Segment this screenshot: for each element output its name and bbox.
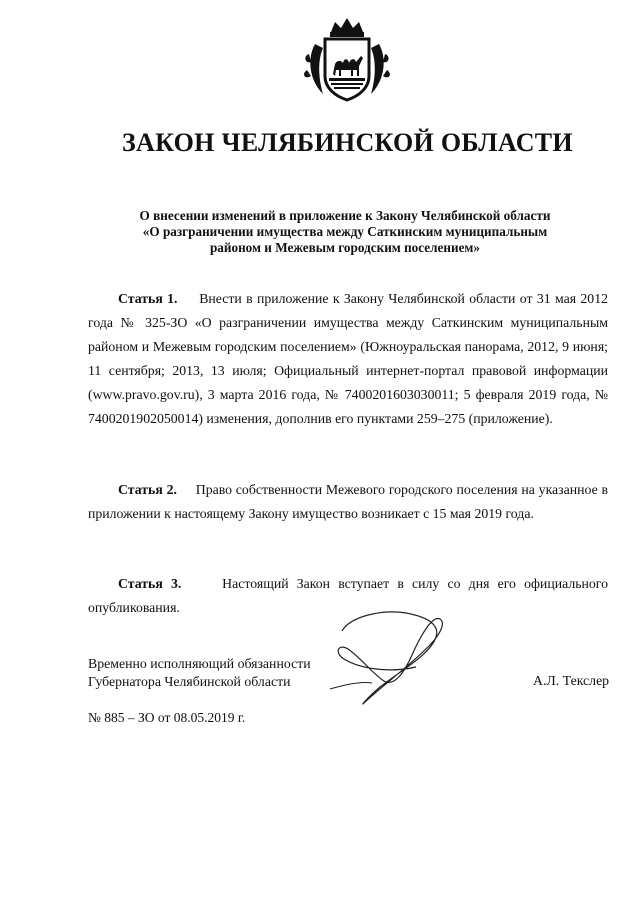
coat-of-arms-icon — [301, 14, 393, 106]
document-number: № 885 – ЗО от 08.05.2019 г. — [88, 710, 246, 725]
article-text: Настоящий Закон вступает в силу со дня его официального опубликования. — [88, 576, 608, 615]
article-text: Внести в приложение к Закону Челябинской области от 31 мая 2012 года № 325-ЗО «О разграничении имущества между Саткинским муниципальным районом и Межевым городским поселением» (Южноуральская панорама, 2012, 9 июня; 11 сентября; 2013, 13 июля; Официальный интернет-портал правовой информации (www.pravo.gov.ru), 3 марта 2016 года, № 7400201603030011; 5 февраля 2019 года, № 7400201902050014) изменения, дополнив его пунктами 259–275 (приложение). — [88, 291, 609, 426]
signatory-position-line: Губернатора Челябинской области — [88, 674, 291, 689]
subtitle-line: О внесении изменений в приложение к Закону Челябинской области — [139, 208, 551, 223]
signatory-position — [88, 655, 311, 691]
article-label: Статья 1. — [118, 291, 178, 306]
article-text: Право собственности Межевого городского поселения на указанное в приложении к настоящему Закону имущество возникает с 15 мая 2019 года. — [88, 482, 608, 521]
article-2 — [88, 478, 608, 526]
signatory-name: А.Л. Текслер — [533, 673, 610, 688]
subtitle-line: районом и Межевым городским поселением» — [209, 240, 481, 255]
subtitle-line: «О разграничении имущества между Саткинским муниципальным — [142, 224, 548, 239]
signature-icon — [320, 603, 470, 718]
signatory-position-line: Временно исполняющий обязанности — [88, 656, 311, 671]
document-subtitle — [105, 208, 585, 256]
article-label: Статья 2. — [118, 482, 177, 497]
document-title: ЗАКОН ЧЕЛЯБИНСКОЙ ОБЛАСТИ — [122, 128, 573, 157]
article-label: Статья 3. — [118, 576, 182, 591]
article-1 — [88, 287, 608, 431]
